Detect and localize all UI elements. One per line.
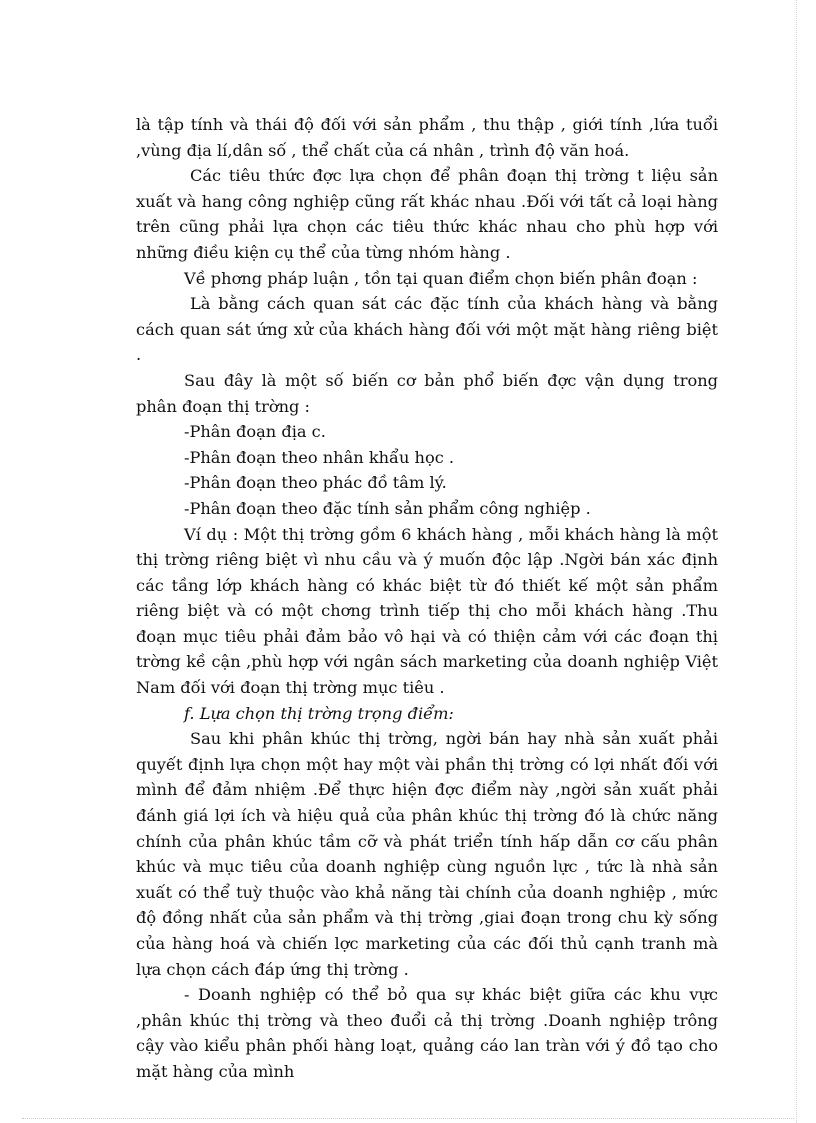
paragraph-undifferentiated-strategy: - Doanh nghiệp có thể bỏ qua sự khác biệt giữa các khu vực ,phân khúc thị trờng và theo đuổi cả thị trờng .Doanh nghiệp trông cậy vào kiểu phân phối hàng loạt, quảng cáo lan tràn với ý đồ tạo cho mặt hàng của mình [136, 985, 718, 1081]
paragraph-methodology: Về phơng pháp luận , tồn tại quan điểm chọn biến phân đoạn : [184, 268, 698, 288]
list-item-demographic: -Phân đoạn theo nhân khẩu học . [184, 447, 455, 467]
list-item-psychographic: -Phân đoạn theo phác đồ tâm lý. [184, 473, 447, 493]
page-right-border [796, 0, 797, 1123]
list-item-geographic: -Phân đoạn địa c. [184, 422, 326, 442]
paragraph-example: Ví dụ : Một thị trờng gồm 6 khách hàng , mỗi khách hàng là một thị trờng riêng biệt vì nhu cầu và ý muốn độc lập .Ngời bán xác định các tầng lớp khách hàng có khác biệt từ đó thiết kế một sản phẩm riêng biệt và có một chơng trình tiếp thị cho mỗi khách hàng .Thu đoạn mục tiêu phải đảm bảo vô hại và có thiện cảm với các đoạn thị trờng kề cận ,phù hợp với ngân sách marketing của doanh nghiệp Việt Nam đối với đoạn thị trờng mục tiêu . [136, 524, 718, 698]
paragraph-consumer-criteria: là tập tính và thái độ đối với sản phẩm , thu thập , giới tính ,lứa tuổi ,vùng địa lí,dân số , thể chất của cá nhân , trình độ văn hoá. [136, 115, 718, 160]
list-item-product-characteristics: -Phân đoạn theo đặc tính sản phẩm công nghiệp . [184, 498, 591, 518]
section-heading-target-market: f. Lựa chọn thị trờng trọng điểm: [184, 703, 454, 723]
page-bottom-border [22, 1118, 794, 1119]
paragraph-basic-variables: Sau đây là một số biến cơ bản phổ biến đợc vận dụng trong phân đoạn thị trờng : [136, 370, 718, 416]
paragraph-observation: Là bằng cách quan sát các đặc tính của khách hàng và bằng cách quan sát ứng xử của khách hàng đối với một mặt hàng riêng biệt . [136, 294, 718, 365]
paragraph-industrial-criteria: Các tiêu thức đợc lựa chọn để phân đoạn thị trờng t liệu sản xuất và hang công nghiệp cũng rất khác nhau .Đối với tất cả loại hàng trên cũng phải lựa chọn các tiêu thức khác nhau cho phù hợp với những điều kiện cụ thể của từng nhóm hàng . [136, 166, 718, 262]
paragraph-target-market-selection: Sau khi phân khúc thị trờng, ngời bán hay nhà sản xuất phải quyết định lựa chọn một hay một vài phần thị trờng có lợi nhất đối với mình để đảm nhiệm .Để thực hiện đợc điểm này ,ngời sản xuất phải đánh giá lợi ích và hiệu quả của phân khúc thị trờng đó là chức năng chính của phân khúc tầm cỡ và phát triển tính hấp dẫn cơ cấu phân khúc và mục tiêu của doanh nghiệp cùng nguồn lực , tức là nhà sản xuất có thể tuỳ thuộc vào khả năng tài chính của doanh nghiệp , mức độ đồng nhất của sản phẩm và thị trờng ,giai đoạn trong chu kỳ sống của hàng hoá và chiến lợc marketing của các đối thủ cạnh tranh mà lựa chọn cách đáp ứng thị trờng . [136, 729, 718, 979]
document-body [136, 112, 718, 1085]
